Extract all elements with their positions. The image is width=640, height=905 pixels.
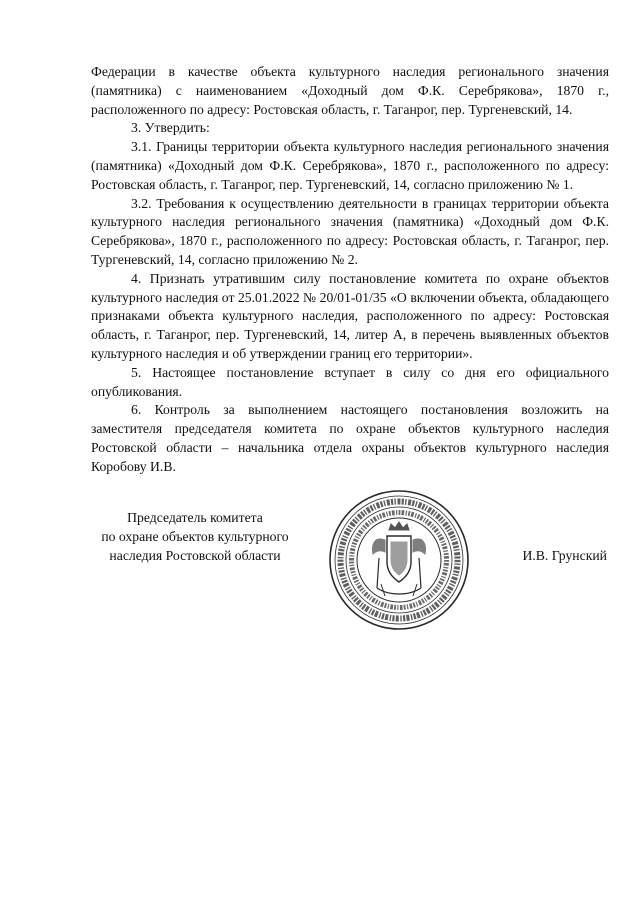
official-seal-icon [327,488,471,632]
paragraph-3-1: 3.1. Границы территории объекта культурного наследия регионального значения (памятника) «Доходный дом Ф.К. Серебрякова», 1870 г., расположенного по адресу: Ростовская область, г. Таганрог, пер. Тургеневский, 14, согласно приложению № 1. [91,139,609,192]
paragraph-3: 3. Утвердить: [131,120,210,136]
paragraph-4: 4. Признать утратившим силу постановление комитета по охране объектов культурного наследия от 25.01.2022 № 20/01-01/35 «О включении объекта, обладающего признаками объекта культурного наследия, расположенного по адресу: Ростовская область, г. Таганрог, пер. Тургеневский, 14, литер А, в перечень выявленных объектов культурного наследия и об утверждении границ его территории». [91,270,609,361]
signatory-position [80,508,310,565]
paragraph-5: 5. Настоящее постановление вступает в силу со дня его официального опубликования. [91,364,609,399]
signatory-position-line: Председатель комитета [127,510,263,525]
signatory-name: И.В. Грунский [522,548,607,563]
document-body [91,63,609,477]
paragraph-intro: Федерации в качестве объекта культурного наследия регионального значения (памятника) с наименованием «Доходный дом Ф.К. Серебрякова», 1870 г., расположенного по адресу: Ростовская область, г. Таганрог, пер. Тургеневский, 14. [91,64,609,117]
paragraph-6: 6. Контроль за выполнением настоящего постановления возложить на заместителя председателя комитета по охране объектов культурного наследия Ростовской области – начальника отдела охраны объектов культурного наследия Коробову И.В. [91,402,609,474]
signatory-position-line: по охране объектов культурного [101,529,289,544]
signatory-position-line: наследия Ростовской области [109,548,281,563]
paragraph-3-2: 3.2. Требования к осуществлению деятельности в границах территории объекта культурного наследия регионального значения (памятника) «Доходный дом Ф.К. Серебрякова», 1870 г., расположенного по адресу: Ростовская область, г. Таганрог, пер. Тургеневский, 14, согласно приложению № 2. [91,195,609,267]
